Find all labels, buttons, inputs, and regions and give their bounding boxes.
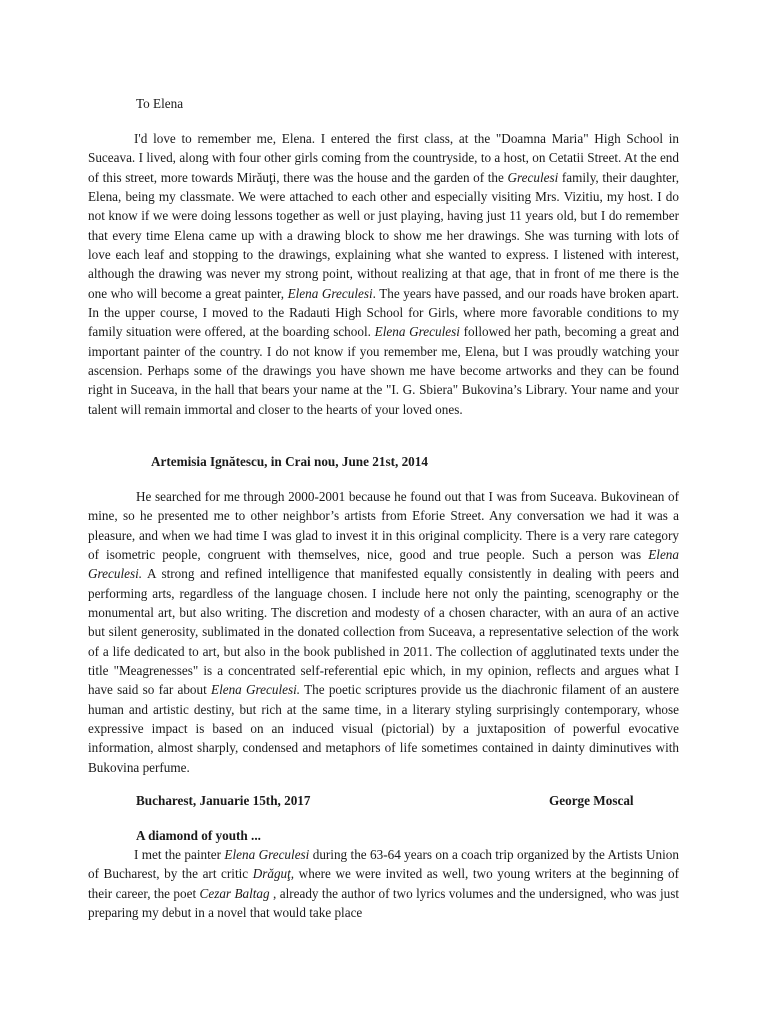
text-run: during the 63-64 years on a coach trip organized by the Artists Union of Bucharest, by the art critic	[88, 847, 679, 882]
italic-name: Elena Greculesi	[287, 285, 373, 301]
italic-name: Cezar Baltag	[199, 885, 270, 901]
text-run: A strong and refined intelligence that manifested equally consistently in dealing with peers and performing arts, regardless of the language chosen. I include here not only the painting, scenography or the monumental art, but also writing. The discretion and modesty of a chosen character, with an aura of an active but silent generosity, sublimated in the donated collection from Suceava, a representative selection of the work of a life dedicated to art, but also in the book published in 2011. The collection of agglutinated texts under the title "Meagrenesses" is a concentrated self-referential epic which, in my opinion, reflects and argues what I have said so far about	[88, 566, 679, 698]
memory-paragraph	[88, 129, 679, 419]
text-run: . The years have passed, and our roads have broken apart. In the upper course, I moved to the Radauti High School for Girls, where more favorable conditions to my family situation were offered, at the boarding school.	[88, 285, 679, 340]
text-run: followed her path, becoming a great and important painter of the country. I do not know if you remember me, Elena, but I was proudly watching your ascension. Perhaps some of the drawings you have shown me have become artworks and they can be found right in Suceava, in the hall that bears your name at the "I. G. Sbiera" Bukovina’s Library. Your name and your talent will remain immortal and closer to the hearts of your loved ones.	[88, 324, 680, 417]
text-run: I'd love to remember me, Elena. I entered the first class, at the "Doamna Maria" High School in Suceava. I lived, along with four other girls coming from the countryside, to a host, on Cetatii Street. At the end of this street, more towards Mirăuţi, there was the house and the garden of the	[88, 131, 679, 185]
italic-name: Elena Greculesi	[374, 324, 460, 340]
diamond-paragraph	[88, 845, 679, 922]
italic-name: Elena Greculesi.	[88, 547, 679, 582]
text-run: The poetic scriptures provide us the diachronic filament of an austere human and artistic destiny, but rich at the same time, in a literary styling surprisingly contemporary, whose expressive impact is based on an induced visual (pictorial) by a juxtaposition of powerful evocative information, almost sharply, condensed and metaphors of life sometimes contained in dainty diminutives with Bukovina perfume.	[88, 682, 679, 775]
italic-name: Greculesi	[507, 169, 559, 185]
text-run: He searched for me through 2000-2001 because he found out that I was from Suceava. Bukovinean of mine, so he presented me to other neighbor’s artists from Eforie Street. Any conversation we had it was a pleasure, and when we had time I was glad to invest it in this original complicity. There is a very rare category of isometric people, congruent with themselves, nice, good and true people. Such a person was	[88, 489, 679, 563]
italic-name: Elena Greculesi.	[211, 682, 301, 698]
text-run: I met the painter	[134, 847, 225, 862]
text-run: family, their daughter, Elena, being my classmate. We were attached to each other and especially visiting Mrs. Vizitiu, my host. I do not know if we were doing lessons together as well or just playing, having just 11 years old, but I do remember that every time Elena came up with a drawing block to show me her drawings. She was turning with lots of love each leaf and stopping to the drawings, explaining what she wanted to express. I listened with interest, although the drawing was never my strong point, without realizing at that age, that in front of me there is the one who will become a great painter,	[88, 169, 680, 301]
italic-name: Drăguţ,	[252, 866, 295, 882]
tribute-paragraph	[88, 487, 679, 777]
text-run: , already the author of two lyrics volumes and the undersigned, who was just preparing my debut in a novel that would take place	[88, 885, 680, 921]
place-date: Bucharest, Januarie 15th, 2017	[136, 793, 311, 808]
signature-artemisia: Artemisia Ignătescu, in Crai nou, June 21st, 2014	[151, 454, 428, 469]
italic-name: Elena Greculesi	[224, 847, 310, 862]
section-title: A diamond of youth ...	[136, 828, 261, 843]
text-run: where we were invited as well, two young writers at the beginning of their career, the poet	[88, 866, 679, 901]
author-name: George Moscal	[549, 793, 634, 808]
salutation: To Elena	[136, 96, 184, 111]
